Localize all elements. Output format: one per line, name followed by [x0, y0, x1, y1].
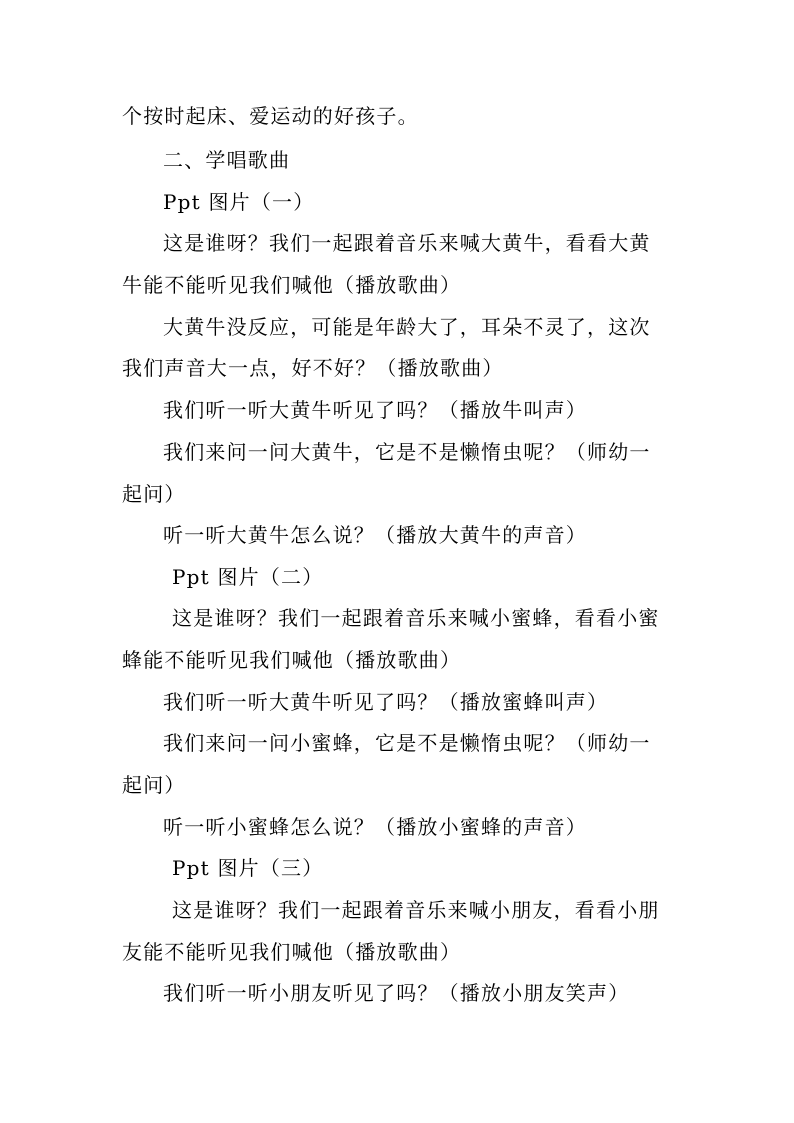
text-line: 听一听小蜜蜂怎么说？（播放小蜜蜂的声音）: [163, 815, 587, 839]
text-line: 这是谁呀？我们一起跟着音乐来喊小蜜蜂，看看小蜜: [172, 606, 660, 630]
text-line: 起问）: [122, 773, 186, 797]
text-line: 个按时起床、爱运动的好孩子。: [122, 104, 419, 128]
text-line: 我们声音大一点，好不好？（播放歌曲）: [122, 356, 504, 380]
text-line: 听一听大黄牛怎么说？（播放大黄牛的声音）: [163, 523, 587, 547]
text-line: 起问）: [122, 482, 186, 506]
text-line: 我们听一听大黄牛听见了吗？（播放蜜蜂叫声）: [163, 690, 609, 714]
text-line: 我们听一听小朋友听见了吗？（播放小朋友笑声）: [163, 981, 630, 1005]
text-line: 蜂能不能听见我们喊他（播放歌曲）: [122, 648, 462, 672]
slide-heading: Ppt 图片（二）: [172, 565, 324, 589]
slide-heading: Ppt 图片（一）: [163, 190, 315, 214]
text-line: 我们来问一问大黄牛，它是不是懒惰虫呢？（师幼一: [163, 440, 651, 464]
text-line: 这是谁呀？我们一起跟着音乐来喊小朋友，看看小朋: [172, 898, 660, 922]
text-line: 大黄牛没反应，可能是年龄大了，耳朵不灵了，这次: [163, 315, 651, 339]
text-line: 牛能不能听见我们喊他（播放歌曲）: [122, 273, 462, 297]
section-heading: 二、学唱歌曲: [163, 148, 291, 172]
text-line: 友能不能听见我们喊他（播放歌曲）: [122, 940, 462, 964]
slide-heading: Ppt 图片（三）: [172, 856, 324, 880]
text-line: 我们听一听大黄牛听见了吗？（播放牛叫声）: [163, 398, 587, 422]
text-line: 这是谁呀？我们一起跟着音乐来喊大黄牛，看看大黄: [163, 231, 651, 255]
text-line: 我们来问一问小蜜蜂，它是不是懒惰虫呢？（师幼一: [163, 731, 651, 755]
